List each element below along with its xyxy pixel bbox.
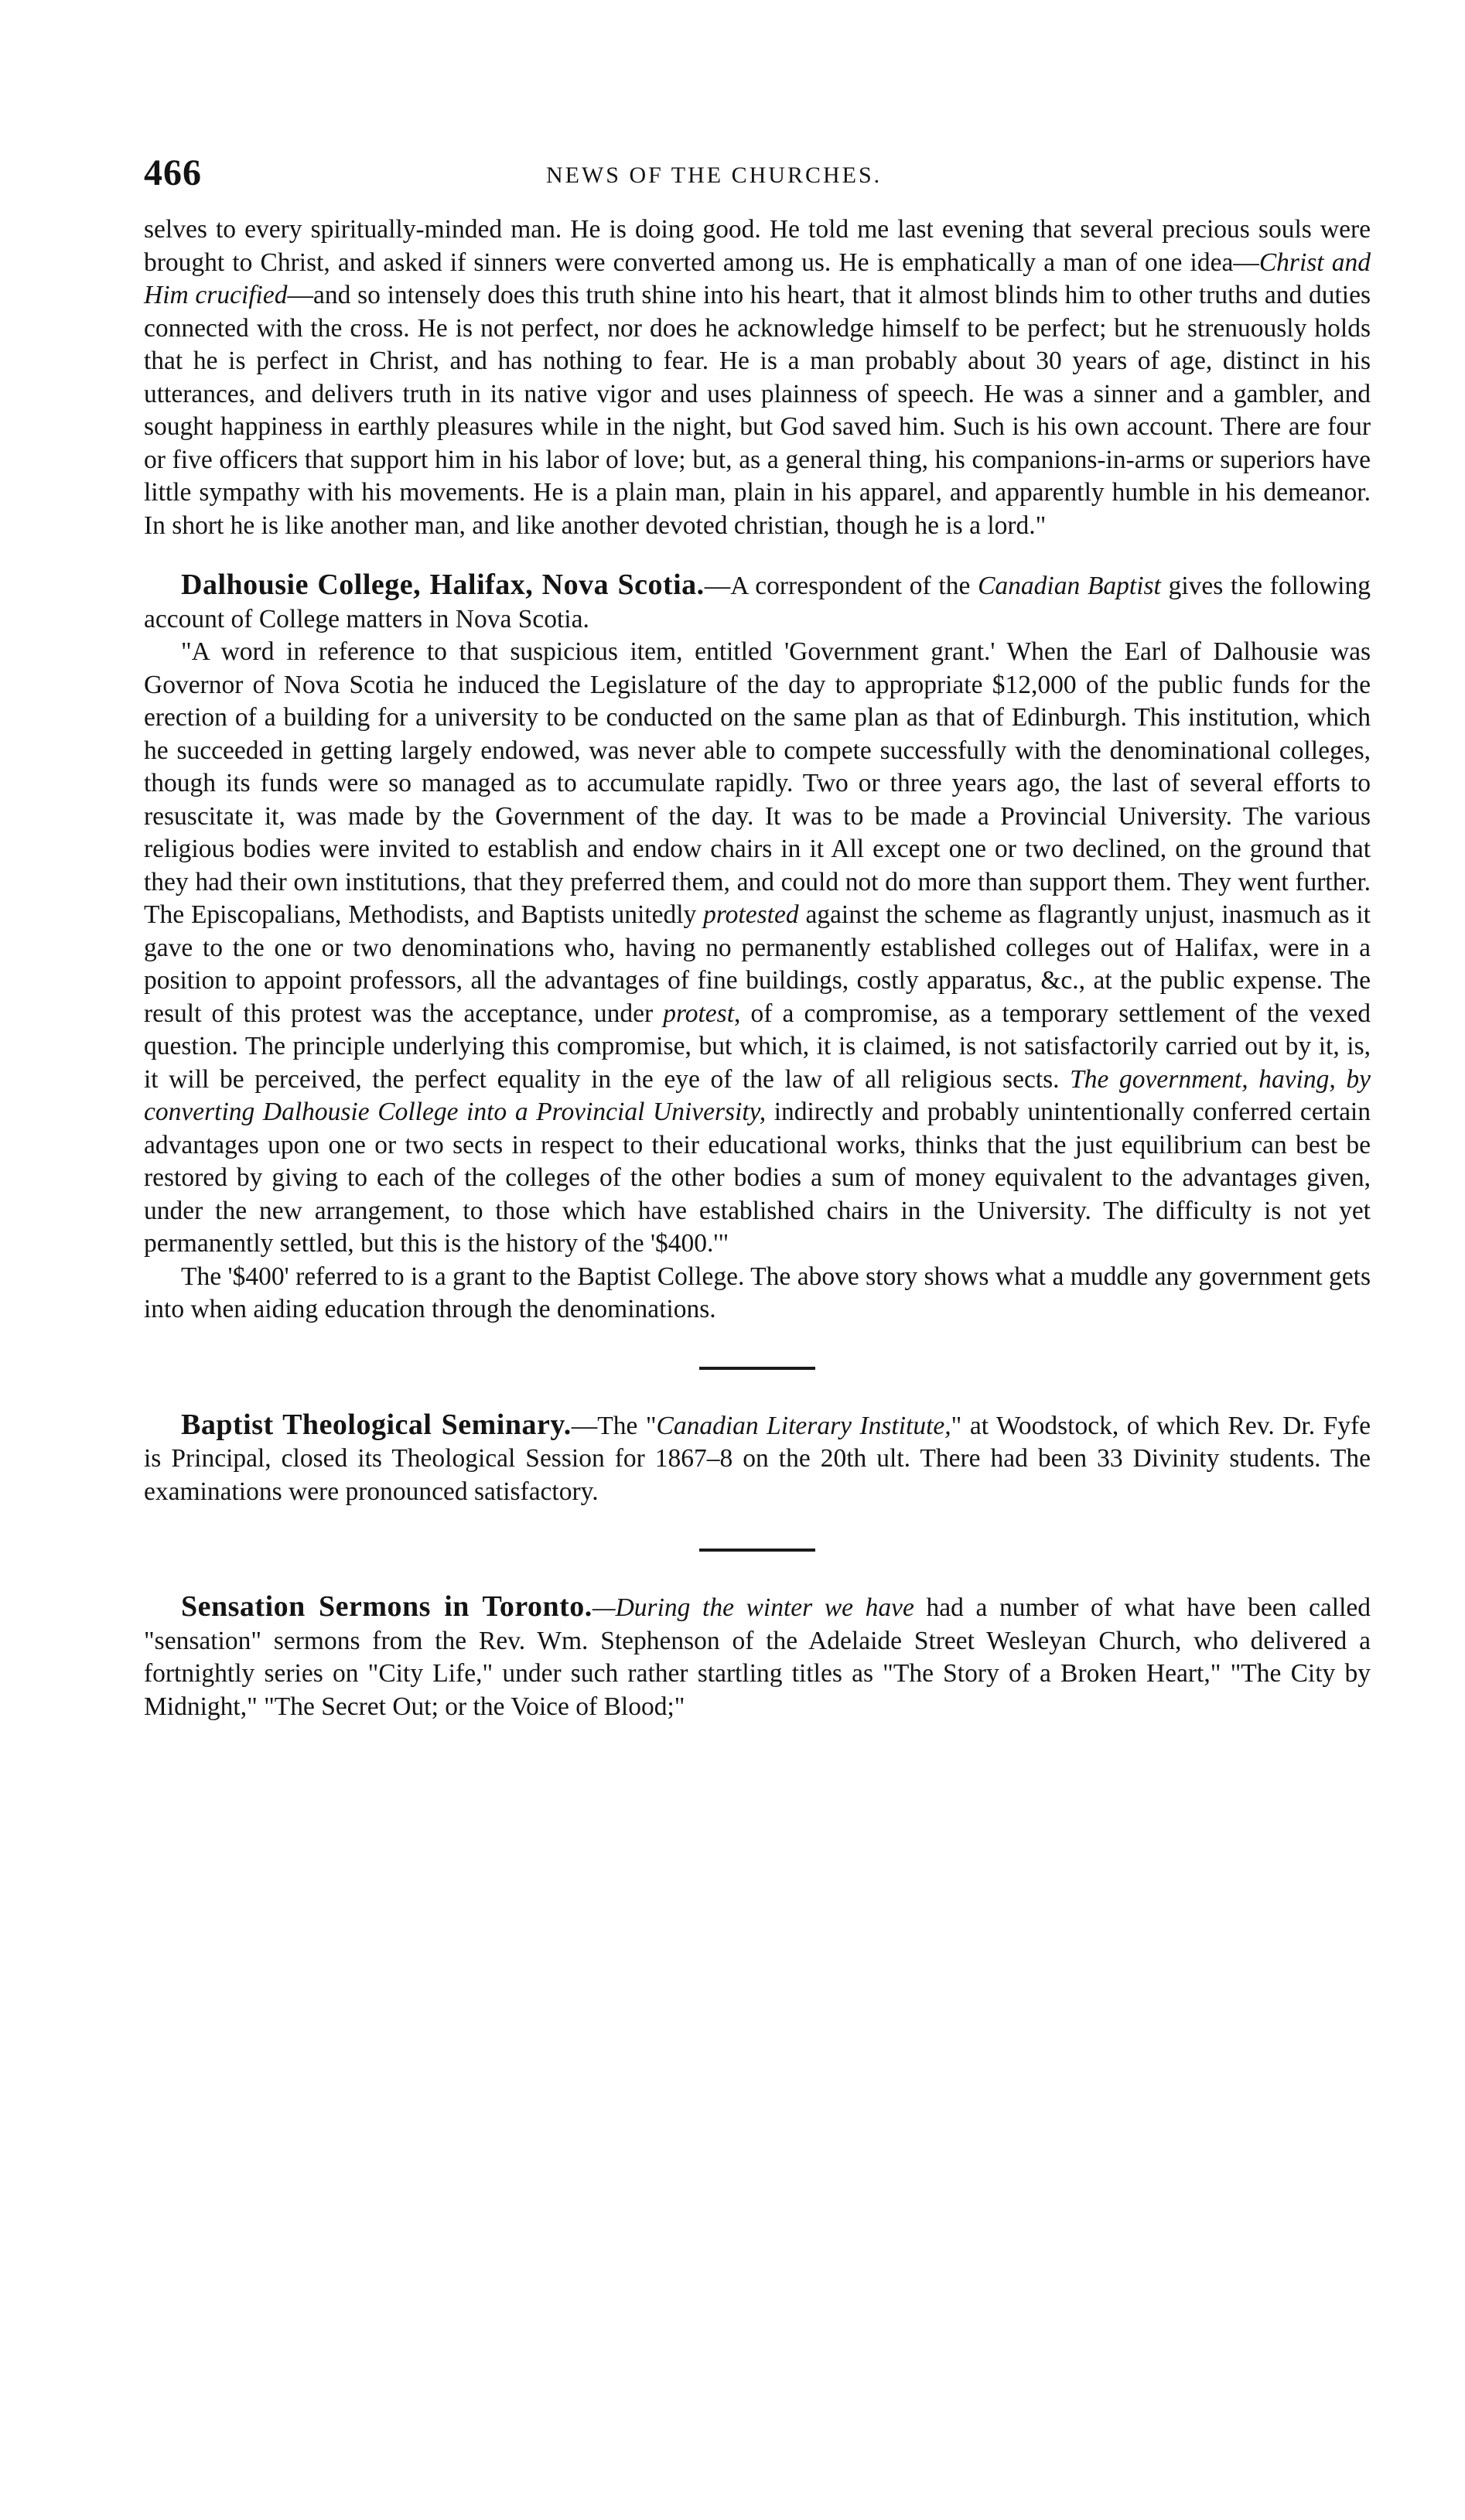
sensation-heading: Sensation Sermons in Toronto. (181, 1590, 592, 1623)
dalhousie-p2-text-4: indirectly and probably unintentionally conferred certain advantages upon one or two sects in respect to their educational works, thinks that the just equilibrium can best be restored by giving to each of the colleges of the other bodies a sum of money equivalent to the advantages given, under the new arrangement, to those which have established chairs in the University. The difficulty is not yet permanently settled, but this is the history of the '$400.'" (144, 1098, 1371, 1258)
dalhousie-heading: Dalhousie College, Halifax, Nova Scotia. (181, 569, 705, 601)
seminary-italic-1: Canadian Literary Institute, (656, 1411, 951, 1440)
page-number: 466 (144, 152, 202, 193)
seminary-text-2: " at Woodstock, of which Rev. Dr. Fyfe is Principal, closed its Theological Session for 1867–8 on the 20th ult. There had been 33 Divinity students. The examinations were pronounced satisfactory. (144, 1411, 1371, 1506)
dalhousie-p2-italic-1: protested (703, 900, 799, 929)
dalhousie-paragraph-1 (144, 569, 1371, 636)
section-divider (699, 1367, 815, 1370)
dalhousie-section (144, 569, 1371, 1327)
running-title: NEWS OF THE CHURCHES. (546, 162, 883, 188)
running-head (144, 152, 1371, 213)
intro-text-2: —and so intensely does this truth shine into his heart, that it almost blinds him to other truths and duties connected with the cross. He is not perfect, nor does he acknowledge himself to be perfect; but he strenuously holds that he is perfect in Christ, and has nothing to fear. He is a man probably about 30 years of age, distinct in his utterances, and delivers truth in its native vigor and uses plainness of speech. He was a sinner and a gambler, and sought happiness in earthly pleasures while in the night, but God saved him. Such is his own account. There are four or five officers that support him in his labor of love; but, as a general thing, his companions-in-arms or superiors have little sympathy with his movements. He is a plain man, plain in his apparel, and apparently humble in his demeanor. In short he is like another man, and like another devoted christian, though he is a lord." (144, 281, 1371, 540)
dalhousie-text-2: gives the following account of College matters in Nova Scotia. (144, 572, 1371, 633)
sensation-paragraph (144, 1590, 1371, 1723)
dalhousie-paragraph-2 (144, 636, 1371, 1261)
seminary-paragraph (144, 1409, 1371, 1509)
sensation-section (144, 1590, 1371, 1723)
intro-paragraph (144, 213, 1371, 542)
seminary-text-1: —The " (571, 1411, 657, 1440)
dalhousie-italic-1: Canadian Baptist (978, 572, 1161, 600)
sensation-text-1: had a number of what have been called "sensation" sermons from the Rev. Wm. Stephenson of the Adelaide Street Wesleyan Church, who delivered a fortnightly series on "City Life," under such rather startling titles as "The Story of a Broken Heart," "The City by Midnight," "The Secret Out; or the Voice of Blood;" (144, 1593, 1371, 1721)
dalhousie-p2-text-3: , of a compromise, as a temporary settlement of the vexed question. The principle underlying this compromise, but which, it is claimed, is not satisfactorily carried out by it, is, it will be perceived, the perfect equality in the eye of the law of all religious sects. (144, 999, 1371, 1094)
seminary-heading: Baptist Theological Seminary. (181, 1408, 572, 1441)
intro-text-1: selves to every spiritually-minded man. He is doing good. He told me last evening that several precious souls were brought to Christ, and asked if sinners were converted among us. He is emphatically a man of one idea— (144, 215, 1371, 277)
dalhousie-text-1: —A correspondent of the (704, 572, 978, 600)
dalhousie-p2-text-2: against the scheme as flagrantly unjust, inasmuch as it gave to the one or two denominations who, having no permanently established colleges out of Halifax, were in a position to appoint professors, all the advantages of fine buildings, costly apparatus, &c., at the public expense. The result of this protest was the acceptance, under (144, 900, 1371, 1028)
dalhousie-paragraph-3: The '$400' referred to is a grant to the Baptist College. The above story shows what a muddle any government gets into when aiding education through the denominations. (144, 1262, 1371, 1323)
dalhousie-p2-italic-2: protest (663, 999, 735, 1028)
page (144, 152, 1371, 1723)
section-divider (699, 1549, 815, 1552)
dalhousie-p2-text-1: "A word in reference to that suspicious item, entitled 'Government grant.' When the Earl of Dalhousie was Governor of Nova Scotia he induced the Legislature of the day to appropriate $12,000 of the public funds for the erection of a building for a university to be conducted on the same plan as that of Edinburgh. This institution, which he succeeded in getting largely endowed, was never able to compete successfully with the denominational colleges, though its funds were so managed as to accumulate rapidly. Two or three years ago, the last of several efforts to resuscitate it, was made by the Government of the day. It was to be made a Provincial University. The various religious bodies were invited to establish and endow chairs in it All except one or two declined, on the ground that they had their own institutions, that they preferred them, and could not do more than support them. They went further. The Episcopalians, Methodists, and Baptists unitedly (144, 637, 1371, 929)
sensation-italic-1: —During the winter we have (592, 1593, 914, 1622)
seminary-section (144, 1409, 1371, 1509)
intro-italic-1: Christ and Him crucified (144, 248, 1371, 309)
dalhousie-p2-italic-3: The government, having, by converting Dalhousie College into a Provincial University, (144, 1064, 1371, 1126)
